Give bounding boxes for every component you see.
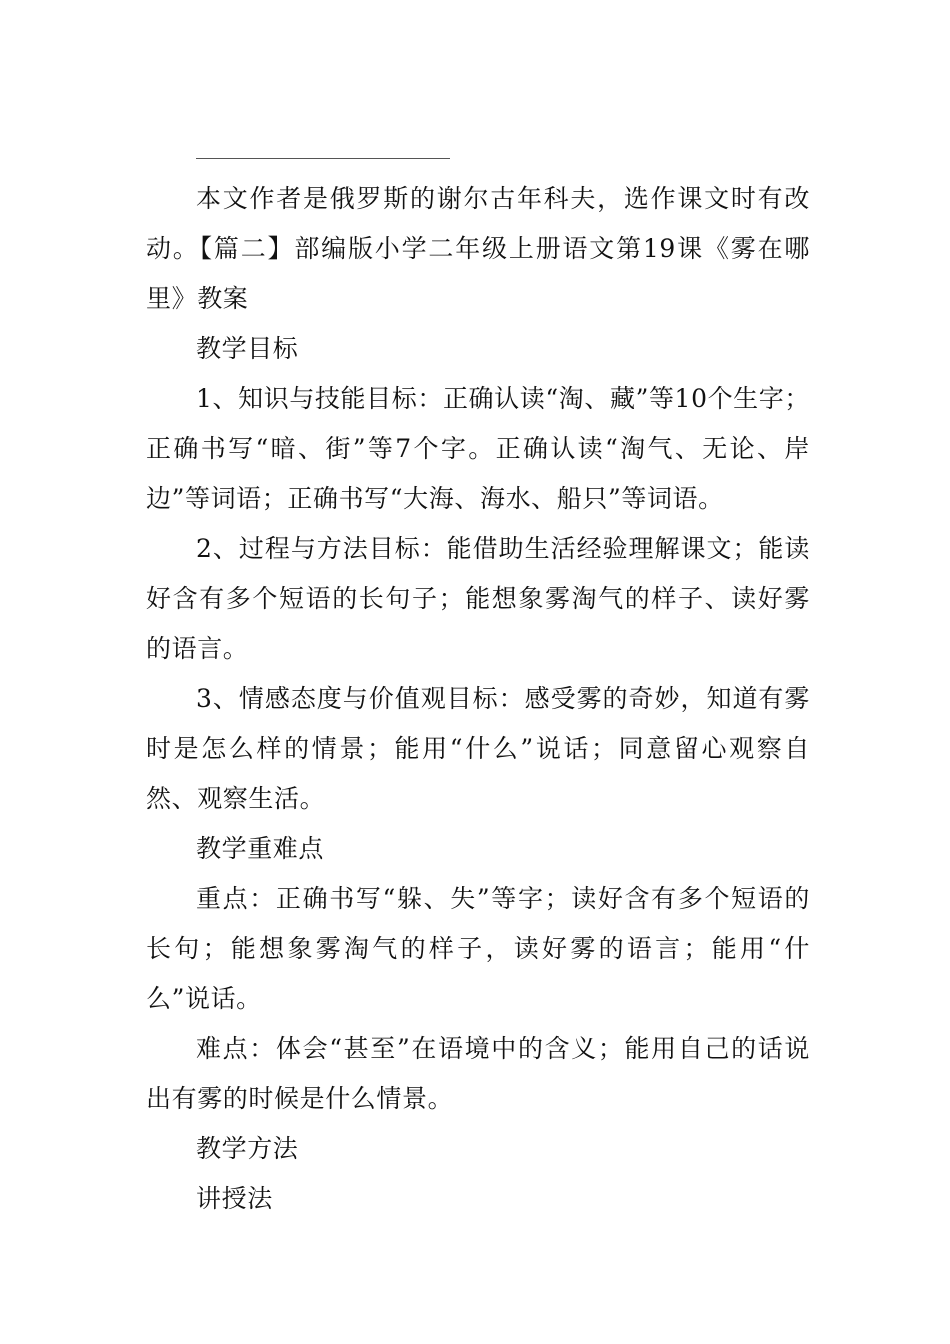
paragraph-footnote-and-title: 本文作者是俄罗斯的谢尔古年科夫，选作课文时有改动。【篇二】部编版小学二年级上册语文第19课《雾在哪里》教案	[146, 184, 810, 313]
paragraph-goal-process: 2、过程与方法目标：能借助生活经验理解课文；能读好含有多个短语的长句子；能想象雾淘气的样子、读好雾的语言。	[146, 534, 810, 663]
paragraph-difficult-points: 难点：体会“甚至”在语境中的含义；能用自己的话说出有雾的时候是什么情景。	[146, 1034, 810, 1113]
paragraph-goal-knowledge: 1、知识与技能目标：正确认读“淘、藏”等10个生字；正确书写“暗、街”等7个字。正确认读“淘气、无论、岸边”等词语；正确书写“大海、海水、船只”等词语。	[146, 384, 810, 513]
footnote-divider	[196, 158, 450, 159]
paragraph-lecture-method: 讲授法	[196, 1184, 273, 1213]
document-body	[146, 174, 810, 1224]
paragraph-key-points: 重点：正确书写“躲、失”等字；读好含有多个短语的长句；能想象雾淘气的样子，读好雾的语言；能用“什么”说话。	[146, 884, 810, 1013]
heading-teaching-methods: 教学方法	[196, 1134, 299, 1163]
heading-key-difficult-points: 教学重难点	[196, 834, 325, 863]
paragraph-goal-emotion: 3、情感态度与价值观目标：感受雾的奇妙，知道有雾时是怎么样的情景；能用“什么”说话；同意留心观察自然、观察生活。	[146, 684, 810, 813]
heading-teaching-goals: 教学目标	[196, 334, 299, 363]
